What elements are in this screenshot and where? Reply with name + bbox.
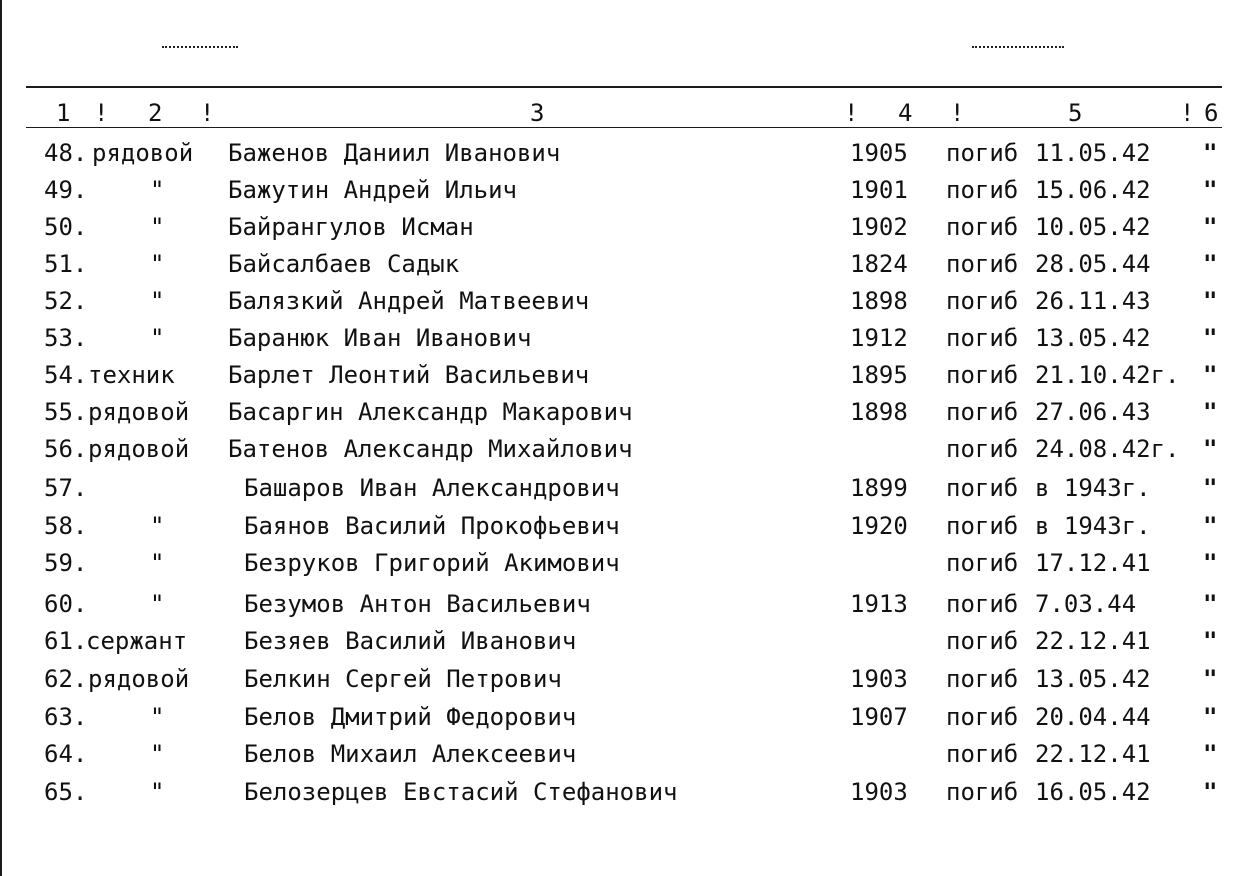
row-date: 15.06.42 [1035, 176, 1151, 204]
row-year: 1898 [850, 287, 908, 315]
row-name: Баянов Василий Прокофьевич [244, 512, 620, 540]
row-number: 63. [44, 703, 88, 731]
row-name: Бажутин Андрей Ильич [228, 176, 517, 204]
row-year: 1920 [850, 512, 908, 540]
row-status: погиб [946, 435, 1019, 463]
row-name: Балязкий Андрей Матвеевич [228, 287, 590, 315]
row-year: 1901 [850, 176, 908, 204]
row-mark: " [1203, 398, 1218, 426]
row-date: 13.05.42 [1035, 665, 1151, 693]
row-rank: рядовой [92, 139, 194, 167]
row-number: 56. [44, 435, 88, 463]
header-bottom-rule [26, 127, 1222, 128]
row-mark: " [1203, 474, 1218, 502]
row-number: 53. [44, 324, 88, 352]
row-mark: " [1203, 703, 1218, 731]
row-date: 17.12.41 [1035, 549, 1151, 577]
row-number: 49. [44, 176, 88, 204]
table-row [0, 589, 1237, 626]
row-date: 22.12.41 [1035, 627, 1151, 655]
header-top-rule [26, 86, 1222, 88]
row-mark: " [1203, 435, 1218, 463]
row-rank: рядовой [88, 665, 190, 693]
row-year: 1824 [850, 250, 908, 278]
row-mark: " [1203, 512, 1218, 540]
row-rank: " [150, 324, 165, 352]
row-name: Барлет Леонтий Васильевич [228, 361, 590, 389]
table-row [0, 175, 1237, 212]
row-number: 54. [44, 361, 88, 389]
header-col-4: 4 [898, 99, 913, 127]
table-row [0, 739, 1237, 776]
row-name: Баженов Даниил Иванович [228, 139, 561, 167]
row-number: 64. [44, 740, 88, 768]
row-mark: " [1203, 740, 1218, 768]
header-separator: ! [844, 99, 859, 127]
row-mark: " [1203, 665, 1218, 693]
top-left-mark [162, 46, 238, 48]
row-date: 27.06.43 [1035, 398, 1151, 426]
row-status: погиб [946, 139, 1019, 167]
row-rank: рядовой [88, 435, 190, 463]
row-year: 1895 [850, 361, 908, 389]
row-rank: " [150, 590, 165, 618]
row-status: погиб [946, 176, 1019, 204]
row-number: 60. [44, 590, 88, 618]
header-col-6: 6 [1204, 99, 1219, 127]
row-name: Белов Дмитрий Федорович [244, 703, 577, 731]
row-mark: " [1203, 213, 1218, 241]
row-status: погиб [946, 287, 1019, 315]
row-number: 52. [44, 287, 88, 315]
row-status: погиб [946, 549, 1019, 577]
row-date: в 1943г. [1035, 474, 1151, 502]
row-name: Безумов Антон Васильевич [244, 590, 591, 618]
row-date: 26.11.43 [1035, 287, 1151, 315]
row-date: 21.10.42г. [1035, 361, 1180, 389]
row-status: погиб [946, 398, 1019, 426]
row-date: 11.05.42 [1035, 139, 1151, 167]
row-year: 1907 [850, 703, 908, 731]
row-name: Башаров Иван Александрович [244, 474, 620, 502]
row-mark: " [1203, 549, 1218, 577]
table-row [0, 777, 1237, 814]
row-year: 1903 [850, 665, 908, 693]
table-row [0, 249, 1237, 286]
row-rank: " [150, 287, 165, 315]
table-row [0, 473, 1237, 510]
table-row [0, 511, 1237, 548]
header-separator: ! [1180, 99, 1195, 127]
table-row [0, 548, 1237, 585]
row-name: Белозерцев Евстасий Стефанович [244, 778, 678, 806]
table-row [0, 702, 1237, 739]
row-number: 50. [44, 213, 88, 241]
row-name: Баранюк Иван Иванович [228, 324, 532, 352]
row-rank: " [150, 549, 165, 577]
row-year: 1913 [850, 590, 908, 618]
row-date: 22.12.41 [1035, 740, 1151, 768]
header-col-1: 1 [56, 99, 71, 127]
row-rank: " [150, 703, 165, 731]
row-mark: " [1203, 778, 1218, 806]
header-separator: ! [200, 99, 215, 127]
row-rank: техник [88, 361, 175, 389]
row-rank: " [150, 250, 165, 278]
row-number: 59. [44, 549, 88, 577]
row-name: Белкин Сергей Петрович [244, 665, 562, 693]
row-year: 1912 [850, 324, 908, 352]
row-year: 1902 [850, 213, 908, 241]
table-row [0, 323, 1237, 360]
row-mark: " [1203, 590, 1218, 618]
row-rank: рядовой [88, 398, 190, 426]
row-name: Безяев Василий Иванович [244, 627, 577, 655]
table-row [0, 626, 1237, 663]
row-mark: " [1203, 324, 1218, 352]
row-date: в 1943г. [1035, 512, 1151, 540]
row-mark: " [1203, 176, 1218, 204]
row-status: погиб [946, 665, 1019, 693]
row-year: 1905 [850, 139, 908, 167]
row-status: погиб [946, 361, 1019, 389]
header-col-5: 5 [1068, 99, 1083, 127]
table-row [0, 397, 1237, 434]
top-right-mark [972, 46, 1064, 48]
row-status: погиб [946, 590, 1019, 618]
row-status: погиб [946, 324, 1019, 352]
row-year: 1903 [850, 778, 908, 806]
row-date: 24.08.42г. [1035, 435, 1180, 463]
row-status: погиб [946, 778, 1019, 806]
row-status: погиб [946, 703, 1019, 731]
row-name: Батенов Александр Михайлович [228, 435, 633, 463]
table-row [0, 212, 1237, 249]
row-date: 13.05.42 [1035, 324, 1151, 352]
row-mark: " [1203, 139, 1218, 167]
row-status: погиб [946, 213, 1019, 241]
table-row [0, 286, 1237, 323]
row-date: 20.04.44 [1035, 703, 1151, 731]
row-name: Белов Михаил Алексеевич [244, 740, 577, 768]
row-year: 1899 [850, 474, 908, 502]
header-separator: ! [950, 99, 965, 127]
row-mark: " [1203, 361, 1218, 389]
row-rank: " [150, 778, 165, 806]
row-rank: " [150, 176, 165, 204]
row-rank: " [150, 213, 165, 241]
row-rank: сержант [86, 627, 188, 655]
row-number: 55. [44, 398, 88, 426]
row-mark: " [1203, 250, 1218, 278]
row-status: погиб [946, 512, 1019, 540]
row-status: погиб [946, 250, 1019, 278]
table-row [0, 434, 1237, 471]
table-row [0, 664, 1237, 701]
row-number: 57. [44, 474, 88, 502]
header-separator: ! [94, 99, 109, 127]
row-number: 48. [44, 139, 88, 167]
row-name: Басаргин Александр Макарович [228, 398, 633, 426]
row-year: 1898 [850, 398, 908, 426]
header-col-2: 2 [148, 99, 163, 127]
row-status: погиб [946, 474, 1019, 502]
row-number: 65. [44, 778, 88, 806]
row-date: 10.05.42 [1035, 213, 1151, 241]
row-number: 61. [44, 627, 88, 655]
row-number: 58. [44, 512, 88, 540]
row-date: 16.05.42 [1035, 778, 1151, 806]
row-date: 28.05.44 [1035, 250, 1151, 278]
row-mark: " [1203, 627, 1218, 655]
row-rank: " [150, 512, 165, 540]
row-name: Байсалбаев Садык [228, 250, 460, 278]
row-status: погиб [946, 740, 1019, 768]
row-mark: " [1203, 287, 1218, 315]
row-name: Байрангулов Исман [228, 213, 474, 241]
table-row [0, 360, 1237, 397]
row-number: 62. [44, 665, 88, 693]
row-date: 7.03.44 [1035, 590, 1137, 618]
row-name: Безруков Григорий Акимович [244, 549, 620, 577]
table-row [0, 138, 1237, 175]
row-rank: " [150, 740, 165, 768]
row-number: 51. [44, 250, 88, 278]
row-status: погиб [946, 627, 1019, 655]
header-col-3: 3 [530, 99, 545, 127]
